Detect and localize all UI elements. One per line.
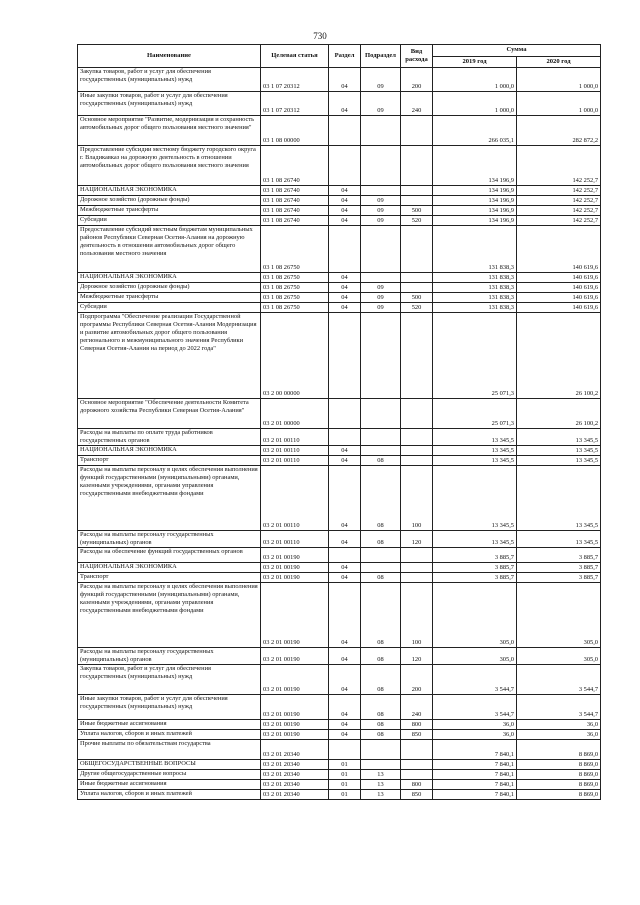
row-expense-type: 500	[401, 293, 433, 303]
row-section: 04	[329, 466, 361, 531]
row-name: Дорожное хозяйство (дорожные фонды)	[78, 196, 261, 206]
row-subsection: 09	[361, 303, 401, 313]
row-section: 04	[329, 216, 361, 226]
row-subsection	[361, 226, 401, 273]
table-row	[78, 720, 601, 730]
table-row	[78, 293, 601, 303]
row-expense-type: 500	[401, 206, 433, 216]
row-name: Расходы на выплаты персоналу государственных (муниципальных) органов	[78, 531, 261, 548]
row-section	[329, 313, 361, 399]
row-section: 04	[329, 92, 361, 116]
row-sum-2019: 1 000,0	[433, 92, 517, 116]
row-sum-2020: 13 345,5	[517, 466, 601, 531]
row-code: 03 2 01 20340	[261, 760, 329, 770]
header-expense-type: Вид расхода	[401, 45, 433, 68]
row-section: 04	[329, 273, 361, 283]
row-name: Закупка товаров, работ и услуг для обеспечения государственных (муниципальных) нужд	[78, 68, 261, 92]
row-sum-2020: 3 544,7	[517, 665, 601, 695]
row-code: 03 2 01 00190	[261, 720, 329, 730]
row-code: 03 2 01 00190	[261, 730, 329, 740]
row-name: Дорожное хозяйство (дорожные фонды)	[78, 283, 261, 293]
table-row	[78, 740, 601, 760]
row-sum-2020: 140 619,6	[517, 273, 601, 283]
row-subsection: 09	[361, 92, 401, 116]
row-sum-2020: 142 252,7	[517, 216, 601, 226]
row-code: 03 2 01 00190	[261, 695, 329, 720]
table-row	[78, 196, 601, 206]
row-sum-2019: 3 885,7	[433, 563, 517, 573]
row-sum-2020: 142 252,7	[517, 196, 601, 206]
row-sum-2020: 8 869,0	[517, 790, 601, 800]
row-sum-2019: 134 196,9	[433, 146, 517, 186]
row-subsection: 08	[361, 730, 401, 740]
row-expense-type	[401, 226, 433, 273]
row-expense-type	[401, 456, 433, 466]
row-section: 04	[329, 720, 361, 730]
row-expense-type: 800	[401, 720, 433, 730]
row-section: 04	[329, 456, 361, 466]
row-sum-2020: 26 100,2	[517, 313, 601, 399]
row-name: НАЦИОНАЛЬНАЯ ЭКОНОМИКА	[78, 273, 261, 283]
row-code: 03 1 08 26750	[261, 226, 329, 273]
row-sum-2020: 36,0	[517, 730, 601, 740]
row-code: 03 2 01 00190	[261, 573, 329, 583]
header-subsection: Подраздел	[361, 45, 401, 68]
row-code: 03 2 01 00110	[261, 466, 329, 531]
header-sum: Сумма	[433, 45, 601, 57]
table-row	[78, 466, 601, 531]
row-name: Межбюджетные трансферты	[78, 206, 261, 216]
row-expense-type	[401, 196, 433, 206]
table-row	[78, 216, 601, 226]
row-code: 03 1 08 26740	[261, 196, 329, 206]
row-code: 03 2 01 20340	[261, 740, 329, 760]
row-sum-2019: 134 196,9	[433, 186, 517, 196]
row-sum-2020: 36,0	[517, 720, 601, 730]
row-name: Другие общегосударственные вопросы	[78, 770, 261, 780]
row-code: 03 2 01 00110	[261, 446, 329, 456]
row-sum-2020: 142 252,7	[517, 206, 601, 216]
row-sum-2020: 305,0	[517, 648, 601, 665]
row-subsection: 08	[361, 695, 401, 720]
row-expense-type: 200	[401, 68, 433, 92]
row-name: Иные закупки товаров, работ и услуг для обеспечения государственных (муниципальных) нужд	[78, 92, 261, 116]
table-row	[78, 531, 601, 548]
row-sum-2020: 3 885,7	[517, 573, 601, 583]
row-expense-type: 850	[401, 730, 433, 740]
row-sum-2019: 3 544,7	[433, 665, 517, 695]
row-expense-type: 520	[401, 216, 433, 226]
row-sum-2019: 131 838,3	[433, 303, 517, 313]
row-name: Транспорт	[78, 456, 261, 466]
row-expense-type: 200	[401, 665, 433, 695]
row-name: Предоставление субсидии местному бюджету городского округа г. Владикавказ на дорожную деятельность в отношении автомобильных дорог общего пользования местного значения	[78, 146, 261, 186]
row-sum-2020: 140 619,6	[517, 226, 601, 273]
row-section	[329, 146, 361, 186]
row-section: 04	[329, 68, 361, 92]
row-section: 04	[329, 648, 361, 665]
row-name: Иные бюджетные ассигнования	[78, 780, 261, 790]
row-sum-2019: 131 838,3	[433, 226, 517, 273]
row-section: 04	[329, 206, 361, 216]
row-name: Уплата налогов, сборов и иных платежей	[78, 730, 261, 740]
row-sum-2019: 13 345,5	[433, 531, 517, 548]
row-code: 03 1 08 26740	[261, 216, 329, 226]
row-name: Субсидии	[78, 303, 261, 313]
row-code: 03 1 07 20312	[261, 68, 329, 92]
row-sum-2020: 13 345,5	[517, 429, 601, 446]
table-body	[78, 68, 601, 800]
table-row	[78, 665, 601, 695]
page-number: 730	[313, 31, 327, 41]
row-sum-2019: 3 885,7	[433, 548, 517, 563]
row-sum-2019: 3 544,7	[433, 695, 517, 720]
row-code: 03 2 01 00190	[261, 548, 329, 563]
row-code: 03 1 08 26750	[261, 283, 329, 293]
row-section: 04	[329, 730, 361, 740]
row-expense-type	[401, 760, 433, 770]
row-sum-2019: 1 000,0	[433, 68, 517, 92]
row-subsection	[361, 116, 401, 146]
row-expense-type	[401, 573, 433, 583]
row-section	[329, 116, 361, 146]
row-name: Расходы на выплаты персоналу в целях обеспечения выполнения функций государственными (муниципальными) органами, казенными учреждениями, органами управления государственными внебюджетными фондами	[78, 583, 261, 648]
row-sum-2020: 1 000,0	[517, 68, 601, 92]
row-section	[329, 226, 361, 273]
table-row	[78, 226, 601, 273]
row-expense-type	[401, 740, 433, 760]
row-name: Иные бюджетные ассигнования	[78, 720, 261, 730]
row-name: Расходы на выплаты по оплате труда работников государственных органов	[78, 429, 261, 446]
row-name: Транспорт	[78, 573, 261, 583]
row-code: 03 2 01 20340	[261, 790, 329, 800]
table-row	[78, 68, 601, 92]
row-expense-type: 100	[401, 466, 433, 531]
row-code: 03 2 01 00190	[261, 583, 329, 648]
row-section	[329, 548, 361, 563]
row-expense-type	[401, 399, 433, 429]
row-expense-type: 120	[401, 648, 433, 665]
table-row	[78, 273, 601, 283]
table-row	[78, 206, 601, 216]
row-sum-2019: 3 885,7	[433, 573, 517, 583]
header-2019: 2019 год	[433, 57, 517, 68]
row-expense-type	[401, 186, 433, 196]
row-section: 04	[329, 695, 361, 720]
row-sum-2019: 7 840,1	[433, 790, 517, 800]
table-row	[78, 730, 601, 740]
table-row	[78, 790, 601, 800]
row-subsection: 08	[361, 573, 401, 583]
row-sum-2019: 134 196,9	[433, 196, 517, 206]
row-expense-type	[401, 429, 433, 446]
row-name: Расходы на выплаты персоналу в целях обеспечения выполнения функций государственными (муниципальными) органами, казенными учреждениями, органами управления государственными внебюджетными фондами	[78, 466, 261, 531]
table-row	[78, 563, 601, 573]
row-code: 03 1 08 26740	[261, 146, 329, 186]
row-sum-2020: 3 885,7	[517, 563, 601, 573]
row-sum-2019: 134 196,9	[433, 206, 517, 216]
row-code: 03 1 08 26740	[261, 186, 329, 196]
row-sum-2019: 131 838,3	[433, 283, 517, 293]
table-row	[78, 446, 601, 456]
row-sum-2020: 140 619,6	[517, 293, 601, 303]
row-sum-2019: 131 838,3	[433, 273, 517, 283]
table-row	[78, 548, 601, 563]
row-expense-type	[401, 116, 433, 146]
row-subsection: 13	[361, 780, 401, 790]
row-name: НАЦИОНАЛЬНАЯ ЭКОНОМИКА	[78, 186, 261, 196]
row-subsection: 08	[361, 648, 401, 665]
row-expense-type: 240	[401, 695, 433, 720]
row-subsection	[361, 313, 401, 399]
row-subsection: 08	[361, 456, 401, 466]
table-row	[78, 695, 601, 720]
table-row	[78, 303, 601, 313]
row-sum-2019: 7 840,1	[433, 760, 517, 770]
row-code: 03 1 08 00000	[261, 116, 329, 146]
row-code: 03 2 01 00110	[261, 429, 329, 446]
row-name: НАЦИОНАЛЬНАЯ ЭКОНОМИКА	[78, 563, 261, 573]
row-code: 03 1 07 20312	[261, 92, 329, 116]
row-sum-2019: 25 071,3	[433, 399, 517, 429]
row-code: 03 2 01 00110	[261, 531, 329, 548]
row-subsection	[361, 563, 401, 573]
row-code: 03 2 01 00190	[261, 648, 329, 665]
row-sum-2020: 3 885,7	[517, 548, 601, 563]
row-section	[329, 740, 361, 760]
row-sum-2019: 13 345,5	[433, 429, 517, 446]
row-name: Предоставление субсидий местным бюджетам муниципальных районов Республики Северная Осетия-Алания на дорожную деятельность в отношении автомобильных дорог общего пользования местного значения	[78, 226, 261, 273]
row-expense-type	[401, 273, 433, 283]
row-expense-type: 800	[401, 780, 433, 790]
row-section: 01	[329, 760, 361, 770]
row-section: 04	[329, 446, 361, 456]
row-sum-2019: 7 840,1	[433, 740, 517, 760]
header-section: Раздел	[329, 45, 361, 68]
row-sum-2019: 305,0	[433, 648, 517, 665]
row-code: 03 1 08 26750	[261, 293, 329, 303]
row-section: 04	[329, 196, 361, 206]
row-section: 04	[329, 293, 361, 303]
row-sum-2019: 36,0	[433, 730, 517, 740]
row-subsection	[361, 429, 401, 446]
row-sum-2020: 1 000,0	[517, 92, 601, 116]
row-sum-2019: 131 838,3	[433, 293, 517, 303]
row-sum-2020: 13 345,5	[517, 446, 601, 456]
table-row	[78, 116, 601, 146]
row-subsection	[361, 146, 401, 186]
row-code: 03 1 08 26740	[261, 206, 329, 216]
row-sum-2019: 266 035,1	[433, 116, 517, 146]
row-subsection: 09	[361, 216, 401, 226]
row-subsection: 08	[361, 531, 401, 548]
row-code: 03 2 01 20340	[261, 780, 329, 790]
budget-table	[77, 44, 601, 800]
row-sum-2019: 36,0	[433, 720, 517, 730]
table-row	[78, 92, 601, 116]
row-name: ОБЩЕГОСУДАРСТВЕННЫЕ ВОПРОСЫ	[78, 760, 261, 770]
table-row	[78, 456, 601, 466]
row-sum-2020: 140 619,6	[517, 283, 601, 293]
row-name: Иные закупки товаров, работ и услуг для обеспечения государственных (муниципальных) нужд	[78, 695, 261, 720]
row-expense-type	[401, 446, 433, 456]
row-expense-type: 120	[401, 531, 433, 548]
row-sum-2019: 25 071,3	[433, 313, 517, 399]
row-subsection	[361, 548, 401, 563]
row-sum-2020: 8 869,0	[517, 770, 601, 780]
row-sum-2020: 142 252,7	[517, 186, 601, 196]
row-section: 01	[329, 790, 361, 800]
row-sum-2020: 140 619,6	[517, 303, 601, 313]
table-row	[78, 760, 601, 770]
row-sum-2019: 13 345,5	[433, 446, 517, 456]
header-target: Целевая статья	[261, 45, 329, 68]
row-sum-2020: 8 869,0	[517, 740, 601, 760]
row-expense-type: 520	[401, 303, 433, 313]
row-sum-2020: 305,0	[517, 583, 601, 648]
row-section: 04	[329, 665, 361, 695]
header-name: Наименование	[78, 45, 261, 68]
row-name: Межбюджетные трансферты	[78, 293, 261, 303]
row-subsection: 13	[361, 770, 401, 780]
row-section	[329, 429, 361, 446]
row-subsection: 08	[361, 720, 401, 730]
row-section: 04	[329, 563, 361, 573]
row-code: 03 2 01 00000	[261, 399, 329, 429]
row-subsection	[361, 399, 401, 429]
table-row	[78, 146, 601, 186]
row-subsection: 08	[361, 466, 401, 531]
row-expense-type	[401, 770, 433, 780]
row-section: 04	[329, 283, 361, 293]
table-row	[78, 283, 601, 293]
row-section: 04	[329, 303, 361, 313]
row-section: 04	[329, 186, 361, 196]
table-row	[78, 399, 601, 429]
row-section: 04	[329, 531, 361, 548]
table-row	[78, 573, 601, 583]
row-expense-type: 850	[401, 790, 433, 800]
row-name: Подпрограмма "Обеспечение реализации Государственной программы Республики Северная Осетия-Алания Модернизация и развитие автомобильных дорог общего пользования регионального и межмуниципального значения Республики Северная Осетия-Алания на период до 2022 года"	[78, 313, 261, 399]
row-name: Прочие выплаты по обязательствам государства	[78, 740, 261, 760]
row-name: Закупка товаров, работ и услуг для обеспечения государственных (муниципальных) нужд	[78, 665, 261, 695]
row-name: Основное мероприятие "Обеспечение деятельности Комитета дорожного хозяйства Республики Северная Осетия-Алания"	[78, 399, 261, 429]
row-sum-2019: 305,0	[433, 583, 517, 648]
row-subsection: 08	[361, 665, 401, 695]
row-sum-2020: 8 869,0	[517, 760, 601, 770]
row-sum-2019: 13 345,5	[433, 466, 517, 531]
row-subsection: 13	[361, 790, 401, 800]
row-subsection	[361, 446, 401, 456]
row-expense-type	[401, 146, 433, 186]
table-row	[78, 648, 601, 665]
row-sum-2020: 282 872,2	[517, 116, 601, 146]
row-section	[329, 399, 361, 429]
row-expense-type	[401, 563, 433, 573]
row-expense-type	[401, 283, 433, 293]
row-sum-2020: 26 100,2	[517, 399, 601, 429]
row-subsection: 09	[361, 206, 401, 216]
row-sum-2019: 13 345,5	[433, 456, 517, 466]
row-name: Основное мероприятие "Развитие, модернизация и сохранность автомобильных дорог общего пользования местного значения"	[78, 116, 261, 146]
row-sum-2020: 3 544,7	[517, 695, 601, 720]
row-sum-2019: 134 196,9	[433, 216, 517, 226]
row-code: 03 2 01 20340	[261, 770, 329, 780]
row-subsection	[361, 273, 401, 283]
table-row	[78, 770, 601, 780]
table-row	[78, 429, 601, 446]
row-sum-2019: 7 840,1	[433, 770, 517, 780]
row-subsection	[361, 186, 401, 196]
table-row	[78, 583, 601, 648]
row-code: 03 1 08 26750	[261, 273, 329, 283]
row-sum-2020: 13 345,5	[517, 456, 601, 466]
row-code: 03 1 08 26750	[261, 303, 329, 313]
row-code: 03 2 01 00110	[261, 456, 329, 466]
row-name: Расходы на выплаты персоналу государственных (муниципальных) органов	[78, 648, 261, 665]
row-name: Уплата налогов, сборов и иных платежей	[78, 790, 261, 800]
row-code: 03 2 00 00000	[261, 313, 329, 399]
row-section: 01	[329, 770, 361, 780]
row-sum-2020: 8 869,0	[517, 780, 601, 790]
row-code: 03 2 01 00190	[261, 563, 329, 573]
row-sum-2020: 142 252,7	[517, 146, 601, 186]
row-subsection	[361, 740, 401, 760]
table-row	[78, 780, 601, 790]
row-section: 04	[329, 583, 361, 648]
row-expense-type	[401, 548, 433, 563]
row-subsection	[361, 760, 401, 770]
row-name: НАЦИОНАЛЬНАЯ ЭКОНОМИКА	[78, 446, 261, 456]
row-subsection: 09	[361, 283, 401, 293]
row-expense-type: 100	[401, 583, 433, 648]
row-sum-2020: 13 345,5	[517, 531, 601, 548]
row-sum-2019: 7 840,1	[433, 780, 517, 790]
row-subsection: 09	[361, 293, 401, 303]
row-name: Субсидии	[78, 216, 261, 226]
row-subsection: 08	[361, 583, 401, 648]
row-code: 03 2 01 00190	[261, 665, 329, 695]
row-section: 01	[329, 780, 361, 790]
row-name: Расходы на обеспечение функций государственных органов	[78, 548, 261, 563]
row-section: 04	[329, 573, 361, 583]
header-2020: 2020 год	[517, 57, 601, 68]
table-header	[78, 45, 601, 68]
table-row	[78, 313, 601, 399]
row-subsection: 09	[361, 196, 401, 206]
row-expense-type	[401, 313, 433, 399]
table-row	[78, 186, 601, 196]
row-expense-type: 240	[401, 92, 433, 116]
row-subsection: 09	[361, 68, 401, 92]
